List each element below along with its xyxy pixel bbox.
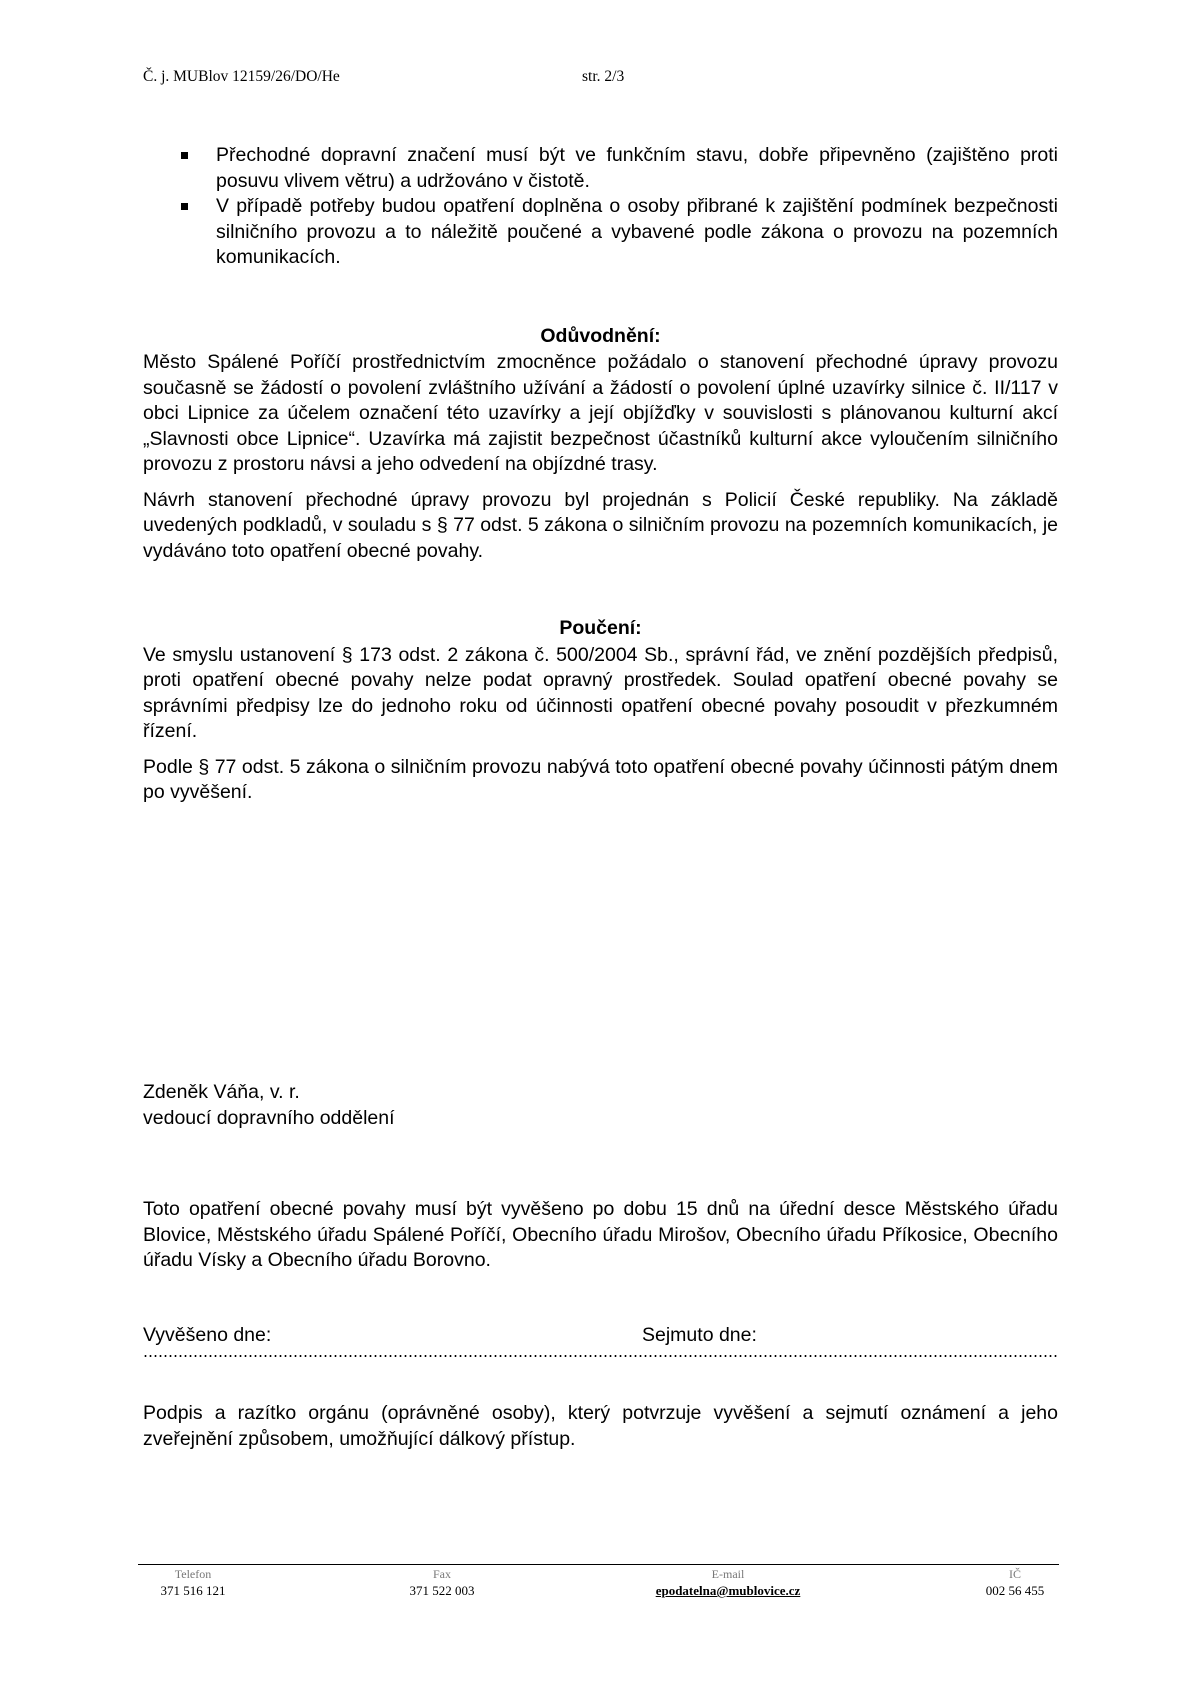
- reference-number: Č. j. MUBlov 12159/26/DO/He: [143, 68, 340, 85]
- footer-email: [633, 1567, 823, 1601]
- fax-label: Fax: [433, 1567, 451, 1581]
- square-bullet-icon: [181, 152, 188, 159]
- instruction-paragraph: Podle § 77 odst. 5 zákona o silničním provozu nabývá toto opatření obecné povahy účinnosti pátým dnem po vyvěšení.: [143, 755, 1058, 803]
- dotted-signature-line: [143, 1349, 1058, 1359]
- footer-ic: [930, 1567, 1100, 1601]
- posting-notice: Toto opatření obecné povahy musí být vyvěšeno po dobu 15 dnů na úřední desce Městského úřadu Blovice, Městského úřadu Spálené Poříčí, Obecního úřadu Mirošov, Obecního úřadu Příkosice, Obecního úřadu Vísky a Obecního úřadu Borovno.: [143, 1198, 1058, 1271]
- square-bullet-icon: [181, 203, 188, 210]
- list-item-text: Přechodné dopravní značení musí být ve funkčním stavu, dobře připevněno (zajištěno proti posuvu vlivem větru) a udržováno v čistotě.: [216, 144, 1058, 192]
- instruction-heading: Poučení:: [559, 617, 642, 639]
- footer-divider: [138, 1564, 1059, 1565]
- signatory-title: vedoucí dopravního oddělení: [143, 1106, 395, 1129]
- justification-paragraph: Návrh stanovení přechodné úpravy provozu byl projednán s Policií České republiky. Na základě uvedených podkladů, v souladu s § 77 odst. 5 zákona o silničním provozu na pozemních komunikacích, je vydáváno toto opatření obecné povahy.: [143, 488, 1058, 562]
- ic-label: IČ: [1009, 1567, 1021, 1581]
- stamp-note: Podpis a razítko orgánu (oprávněné osoby), který potvrzuje vyvěšení a sejmutí oznámení a jeho zveřejnění způsobem, umožňující dálkový přístup.: [143, 1402, 1058, 1450]
- footer-fax: [357, 1567, 527, 1601]
- document-body: [143, 143, 1058, 806]
- footer-phone: [108, 1567, 278, 1601]
- list-item-text: V případě potřeby budou opatření doplněna o osoby přibrané k zajištění podmínek bezpečnosti silničního provozu a to náležitě poučené a vybavené podle zákona o provozu na pozemních komunikacích.: [216, 195, 1058, 268]
- instruction-paragraph: Ve smyslu ustanovení § 173 odst. 2 zákona č. 500/2004 Sb., správní řád, ve znění pozdějších předpisů, proti opatření obecné povahy nelze podat opravný prostředek. Soulad opatření obecné povahy se správními předpisy lze do jednoho roku od účinnosti opatření obecné povahy posoudit v přezkumném řízení.: [143, 643, 1058, 742]
- list-item: [143, 194, 1058, 271]
- signature-block: [143, 1080, 395, 1131]
- signatory-name: Zdeněk Váňa, v. r.: [143, 1081, 300, 1103]
- fax-value: 371 522 003: [409, 1583, 475, 1598]
- page-number: str. 2/3: [582, 68, 625, 85]
- posted-date-label: Vyvěšeno dne:: [143, 1324, 272, 1346]
- conditions-list: [143, 143, 1058, 271]
- email-link[interactable]: epodatelna@mublovice.cz: [655, 1583, 801, 1598]
- ic-value: 002 56 455: [985, 1583, 1045, 1598]
- justification-paragraph: Město Spálené Poříčí prostřednictvím zmocněnce požádalo o stanovení přechodné úpravy provozu současně se žádostí o povolení zvláštního užívání a žádostí o povolení úplné uzavírky silnice č. II/117 v obci Lipnice za účelem označení této uzavírky a její objížďky v souvislosti s plánovanou kulturní akcí „Slavnosti obce Lipnice“. Uzavírka má zajistit bezpečnost účastníků kulturní akce vyloučením silničního provozu z prostoru návsi a jeho odvedení na objízdné trasy.: [143, 351, 1058, 475]
- phone-label: Telefon: [174, 1567, 212, 1581]
- list-item: [143, 143, 1058, 194]
- email-label: E-mail: [711, 1567, 745, 1581]
- removed-date-label: Sejmuto dne:: [642, 1324, 757, 1346]
- justification-heading: Odůvodnění:: [540, 324, 661, 347]
- phone-value: 371 516 121: [160, 1583, 226, 1598]
